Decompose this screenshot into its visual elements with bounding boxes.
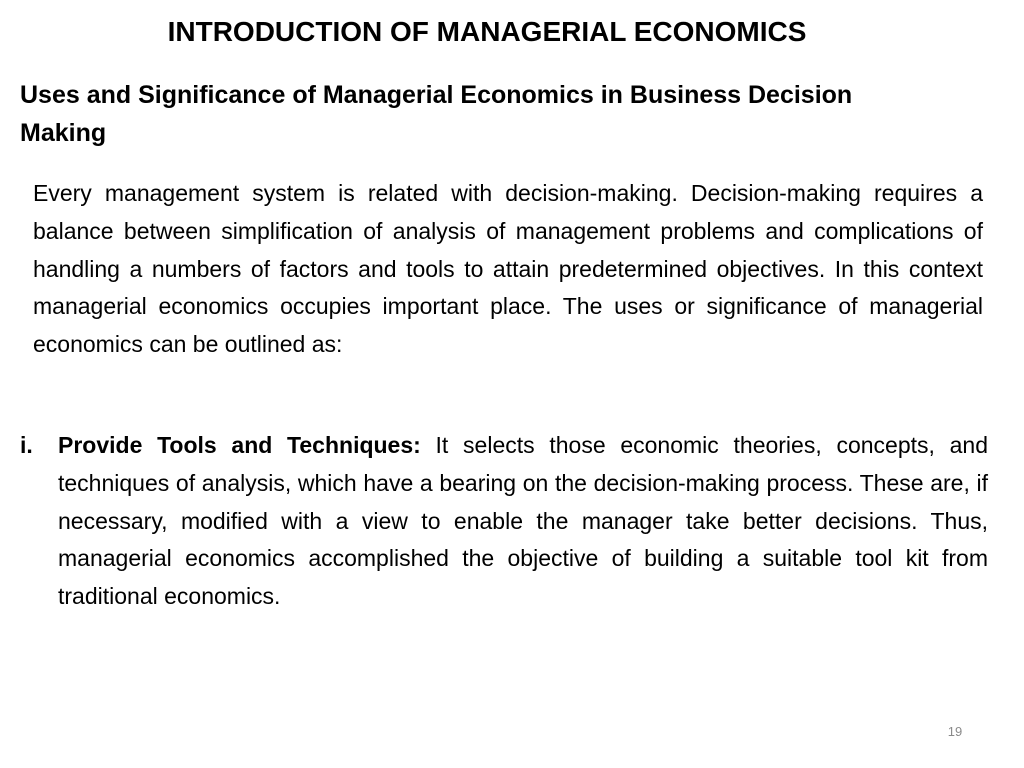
list-item-marker: i. (20, 432, 33, 458)
list-item-body (58, 427, 988, 616)
list-item-text: It selects those economic theories, concepts, and techniques of analysis, which have a bearing on the decision-making process. These are, if necessary, modified with a view to enable the manager take better decisions. Thus, managerial economics accomplished the objective of building a suitable tool kit from traditional economics. (58, 432, 988, 610)
list-item-heading: Provide Tools and Techniques: (58, 432, 421, 458)
section-subheading: Uses and Significance of Managerial Economics in Business Decision Making (20, 81, 853, 147)
page-number: 19 (947, 724, 963, 739)
intro-paragraph: Every management system is related with decision-making. Decision-making requires a balance between simplification of analysis of management problems and complications of handling a numbers of factors and tools to attain predetermined objectives. In this context managerial economics occupies important place. The uses or significance of managerial economics can be outlined as: (33, 180, 983, 358)
list-item (20, 427, 988, 616)
slide-title: INTRODUCTION OF MANAGERIAL ECONOMICS (167, 16, 807, 47)
